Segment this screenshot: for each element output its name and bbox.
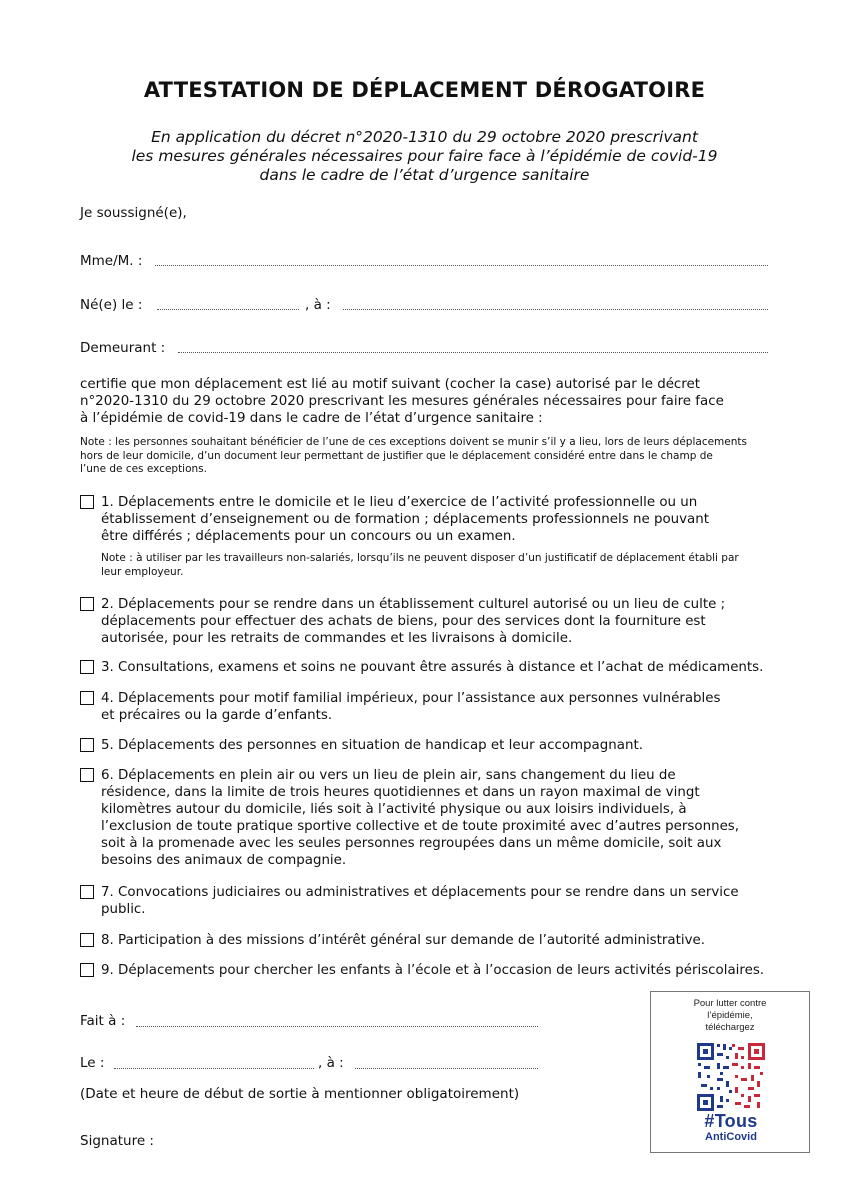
reason-text (101, 494, 771, 545)
tousanticovid-app-name: AntiCovid (705, 1131, 757, 1143)
note-line: hors de leur domicile, d’un document leur permettant de justifier que le déplacement considéré entre dans le champ de (80, 449, 713, 462)
name-label: Mme/M. : (80, 253, 143, 269)
checkbox[interactable] (80, 963, 94, 977)
certify-line: certifie que mon déplacement est lié au motif suivant (cocher la case) autorisé par le décret (80, 377, 700, 392)
reason-note (101, 552, 771, 579)
subtitle-line: En application du décret n°2020-1310 du 29 octobre 2020 prescrivant (151, 128, 698, 146)
tousanticovid-hashtag: #Tous (704, 1111, 758, 1131)
certify-paragraph (80, 376, 770, 427)
promo-caption-line: l’épidémie, (707, 1010, 753, 1021)
checkbox[interactable] (80, 691, 94, 705)
reason-line: kilomètres autour du domicile, liés soit à l’activité physique ou aux loisirs individuels, à (101, 802, 687, 817)
checkbox[interactable] (80, 597, 94, 611)
checkbox[interactable] (80, 738, 94, 752)
made-at-field[interactable] (136, 1026, 538, 1027)
reason-line: résidence, dans la limite de trois heures quotidiennes et dans un rayon maximal de vingt (101, 785, 700, 800)
reason-text (101, 659, 771, 676)
birth-date-label: Né(e) le : (80, 297, 143, 313)
reason-text (101, 884, 771, 918)
reason-text (101, 596, 771, 647)
promo-caption-line: Pour lutter contre (693, 998, 767, 1009)
checkbox[interactable] (80, 768, 94, 782)
reason-line: établissement d’enseignement ou de formation ; déplacements professionnels ne pouvant (101, 512, 709, 527)
date-label: Le : (80, 1055, 105, 1071)
address-field[interactable] (178, 352, 768, 353)
reason-text (101, 932, 771, 949)
intro-text: Je soussigné(e), (80, 205, 187, 221)
birth-place-field[interactable] (343, 309, 768, 310)
reason-line: déplacements pour effectuer des achats de biens, pour des services dont la fourniture est (101, 614, 706, 629)
birth-place-label: , à : (305, 297, 331, 313)
reason-line: 6. Déplacements en plein air ou vers un lieu de plein air, sans changement du lieu de (101, 768, 676, 783)
checkbox[interactable] (80, 885, 94, 899)
reason-line: 3. Consultations, examens et soins ne pouvant être assurés à distance et l’achat de médicaments. (101, 660, 764, 675)
document-title: ATTESTATION DE DÉPLACEMENT DÉROGATOIRE (143, 78, 706, 102)
checkbox[interactable] (80, 495, 94, 509)
reason-line: et précaires ou la garde d’enfants. (101, 708, 333, 723)
reason-text (101, 690, 771, 724)
promo-caption (651, 998, 809, 1034)
document-subtitle (60, 128, 789, 185)
subtitle-line: les mesures générales nécessaires pour faire face à l’épidémie de covid-19 (131, 147, 718, 165)
time-label: , à : (318, 1055, 344, 1071)
reason-line: 1. Déplacements entre le domicile et le lieu d’exercice de l’activité professionnelle ou un (101, 495, 698, 510)
reason-line: l’exclusion de toute pratique sportive collective et de toute proximité avec d’autres personnes, (101, 819, 740, 834)
reason-line: besoins des animaux de compagnie. (101, 853, 347, 868)
date-field[interactable] (114, 1068, 314, 1069)
reason-note-line: leur employeur. (101, 565, 184, 578)
note-line: Note : les personnes souhaitant bénéficier de l’une de ces exceptions doivent se munir s’il y a lieu, lors de leurs déplacements (80, 436, 747, 448)
reason-line: soit à la promenade avec les seules personnes regroupées dans un même domicile, soit aux (101, 836, 722, 851)
checkbox[interactable] (80, 660, 94, 674)
reason-text (101, 767, 771, 869)
reason-line: 8. Participation à des missions d’intérêt général sur demande de l’autorité administrative. (101, 933, 706, 948)
reason-line: autorisée, pour les retraits de commandes et les livraisons à domicile. (101, 631, 573, 646)
reason-line: 5. Déplacements des personnes en situation de handicap et leur accompagnant. (101, 738, 643, 753)
made-at-label: Fait à : (80, 1013, 126, 1029)
birth-date-field[interactable] (157, 309, 299, 310)
reason-line: public. (101, 902, 146, 917)
qr-code-icon[interactable] (696, 1042, 766, 1112)
reason-text (101, 737, 771, 754)
reason-line: 4. Déplacements pour motif familial impérieux, pour l’assistance aux personnes vulnérables (101, 691, 721, 706)
reason-line: 9. Déplacements pour chercher les enfants à l’école et à l’occasion de leurs activités périscolaires. (101, 963, 765, 978)
certify-line: à l’épidémie de covid-19 dans le cadre de l’état d’urgence sanitaire : (80, 411, 543, 426)
signature-label: Signature : (80, 1133, 154, 1149)
reason-text (101, 962, 771, 979)
subtitle-line: dans le cadre de l’état d’urgence sanitaire (259, 166, 590, 184)
reason-note-line: Note : à utiliser par les travailleurs non-salariés, lorsqu’ils ne peuvent disposer d’un justificatif de déplacement établi par (101, 552, 739, 564)
reason-line: 2. Déplacements pour se rendre dans un établissement culturel autorisé ou un lieu de culte ; (101, 597, 726, 612)
note-line: l’une de ces exceptions. (80, 463, 207, 475)
reason-line: être différés ; déplacements pour un concours ou un examen. (101, 529, 516, 544)
anticovid-promo-card (650, 991, 810, 1153)
main-note (80, 436, 770, 477)
promo-caption-line: téléchargez (705, 1022, 755, 1033)
address-label: Demeurant : (80, 340, 166, 356)
certify-line: n°2020-1310 du 29 octobre 2020 prescrivant les mesures générales nécessaires pour faire face (80, 394, 724, 409)
name-field[interactable] (155, 265, 768, 266)
checkbox[interactable] (80, 933, 94, 947)
reason-line: 7. Convocations judiciaires ou administratives et déplacements pour se rendre dans un service (101, 885, 739, 900)
time-field[interactable] (355, 1068, 538, 1069)
date-time-mention: (Date et heure de début de sortie à mentionner obligatoirement) (80, 1086, 520, 1102)
